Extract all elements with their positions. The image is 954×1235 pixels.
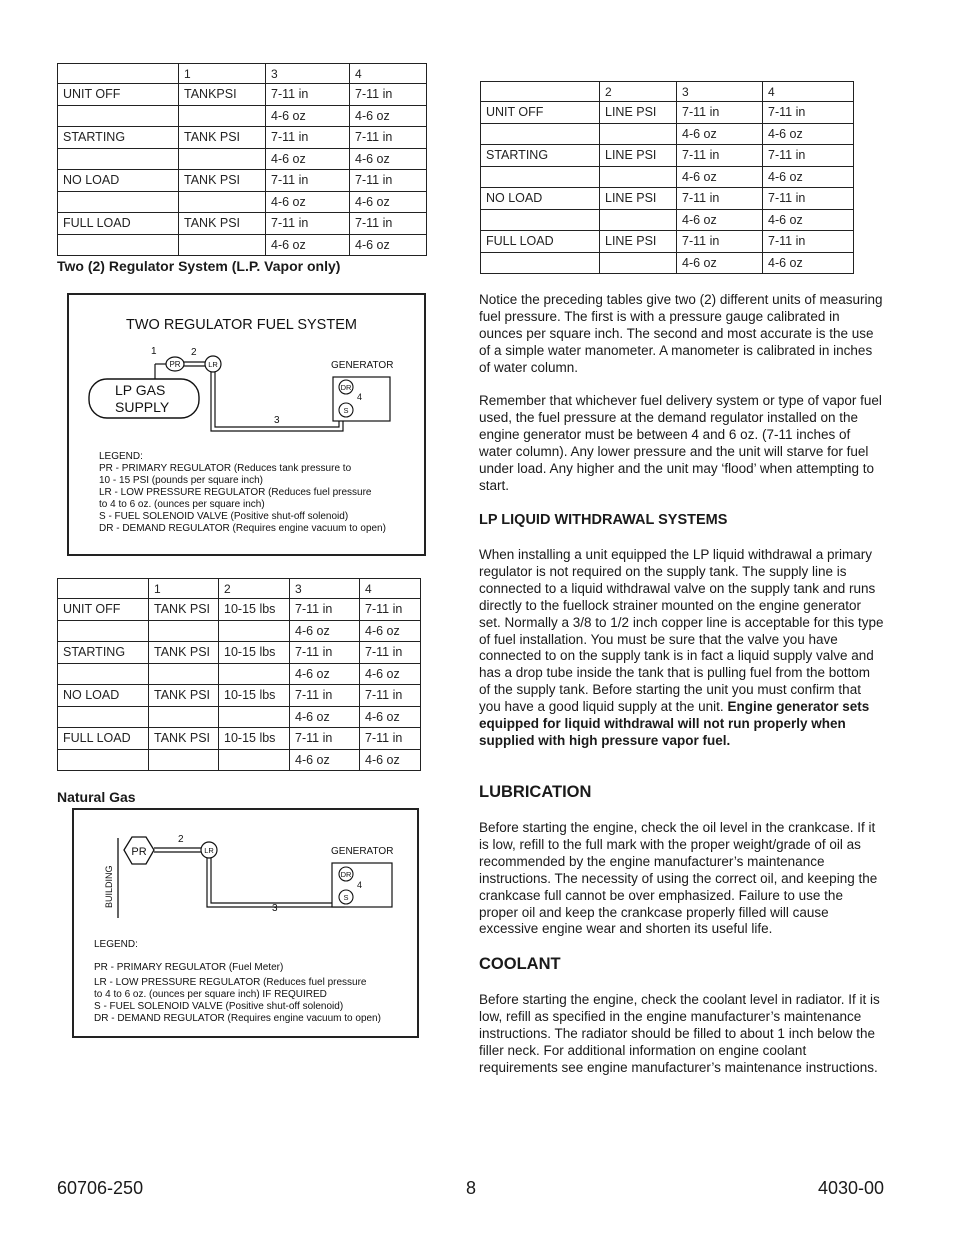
table-cell: 7-11 in	[350, 170, 427, 192]
s-label: S	[343, 406, 349, 415]
legend-line: DR - DEMAND REGULATOR (Requires engine vacuum to open)	[99, 523, 386, 534]
table-row	[58, 170, 427, 192]
table-row	[58, 105, 427, 127]
liquid-withdrawal-text: When installing a unit equipped the LP liquid withdrawal a primary regulator is not required on the supply tank. The supply line is connected to a liquid withdrawal valve on the supply tank and runs directly to the fuellock strainer mounted on the engine generator set. Normally a 3/8 to 1/2 inch copper line is acceptable for this type of fuel installation. You must be sure that the valve you have connected to on the supply tank is in fact a liquid supply valve and has a drop tube inside the tank that is pulling fuel from the bottom of the supply tank. Before starting the unit you must confirm that you have a good liquid supply at the unit.	[479, 547, 884, 715]
table-cell: 10-15 lbs	[219, 685, 290, 707]
table-cell: 7-11 in	[763, 231, 854, 253]
table-cell: 7-11 in	[290, 728, 360, 750]
table-cell	[58, 64, 179, 84]
table-cell: 4-6 oz	[290, 620, 360, 642]
table-cell: LINE PSI	[600, 145, 677, 167]
table-row	[481, 209, 854, 231]
table-cell: TANK PSI	[149, 599, 219, 621]
pressure-table-two-regulator	[57, 63, 427, 256]
table-cell: 7-11 in	[677, 188, 763, 210]
table-row	[58, 663, 421, 685]
table-row	[58, 599, 421, 621]
table-cell	[481, 166, 600, 188]
table-row	[481, 231, 854, 253]
table-cell: 4-6 oz	[360, 663, 421, 685]
table-row	[58, 620, 421, 642]
table-row	[58, 84, 427, 106]
paragraph-coolant: Before starting the engine, check the coolant level in radiator. If it is low, refill as specified in the engine manufacturer’s maintenance instructions. The radiator should be filled to about 1 inch below the filler neck. For additional information on engine coolant requirements see engine manufacturer’s maintenance instructions.	[479, 992, 880, 1075]
table-cell	[58, 148, 179, 170]
label-2: 2	[178, 834, 184, 845]
table-cell: 4-6 oz	[266, 148, 350, 170]
table-cell: 7-11 in	[763, 102, 854, 124]
table-cell: 7-11 in	[290, 642, 360, 664]
table-cell: 2	[219, 579, 290, 599]
legend-line: LR - LOW PRESSURE REGULATOR (Reduces fuel pressure	[94, 977, 367, 988]
caption-natural-gas: Natural Gas	[57, 789, 136, 805]
table-cell: STARTING	[58, 642, 149, 664]
table-cell: 3	[677, 82, 763, 102]
table-cell: 4-6 oz	[350, 191, 427, 213]
table-cell: TANK PSI	[149, 685, 219, 707]
table-row	[58, 213, 427, 235]
table-row	[481, 166, 854, 188]
table-cell: TANK PSI	[179, 213, 266, 235]
legend-line: S - FUEL SOLENOID VALVE (Positive shut-off solenoid)	[99, 511, 349, 522]
heading-lp-liquid-withdrawal: LP LIQUID WITHDRAWAL SYSTEMS	[479, 512, 728, 528]
table-cell	[58, 749, 149, 771]
table-row	[58, 234, 427, 256]
table-cell	[179, 234, 266, 256]
table-row	[481, 102, 854, 124]
table-cell: 3	[266, 64, 350, 84]
table-cell: 7-11 in	[266, 170, 350, 192]
table-cell: LINE PSI	[600, 231, 677, 253]
table-row	[58, 127, 427, 149]
table-cell: UNIT OFF	[58, 84, 179, 106]
pr-label: PR	[169, 360, 181, 369]
lr-label: LR	[208, 360, 218, 369]
table-cell: 4-6 oz	[677, 166, 763, 188]
table-cell: 4-6 oz	[677, 209, 763, 231]
liquid-withdrawal-warning: Engine generator sets equipped for liquid withdrawal will not run properly when supplied with high pressure vapor fuel.	[479, 699, 870, 748]
table-cell	[58, 579, 149, 599]
table-cell	[481, 209, 600, 231]
table-cell	[481, 123, 600, 145]
table-cell	[600, 166, 677, 188]
lr-label: LR	[204, 846, 214, 855]
table-row	[481, 252, 854, 274]
paragraph-liquid-withdrawal	[479, 547, 884, 750]
table-cell: LINE PSI	[600, 188, 677, 210]
label-4: 4	[357, 880, 363, 890]
label-3: 3	[274, 415, 280, 426]
table-cell: 7-11 in	[677, 231, 763, 253]
table-cell: 4-6 oz	[266, 234, 350, 256]
table-row	[481, 123, 854, 145]
table-cell: 7-11 in	[266, 84, 350, 106]
table-cell: 7-11 in	[677, 102, 763, 124]
table-cell: 7-11 in	[360, 728, 421, 750]
table-cell: 7-11 in	[360, 599, 421, 621]
table-row	[58, 685, 421, 707]
table-cell: 3	[290, 579, 360, 599]
legend-line: LR - LOW PRESSURE REGULATOR (Reduces fuel pressure	[99, 487, 372, 498]
table-cell: TANK PSI	[149, 642, 219, 664]
table-cell: 4-6 oz	[350, 234, 427, 256]
table-cell: 4-6 oz	[266, 191, 350, 213]
legend-line: DR - DEMAND REGULATOR (Requires engine vacuum to open)	[94, 1013, 381, 1024]
table-cell	[149, 749, 219, 771]
pr-label: PR	[131, 846, 147, 858]
table-cell: 7-11 in	[290, 685, 360, 707]
pressure-table-lp-vapor	[57, 578, 421, 771]
table-row	[58, 642, 421, 664]
label-1: 1	[151, 346, 157, 357]
table-cell: 4	[350, 64, 427, 84]
table-cell	[219, 620, 290, 642]
label-4: 4	[357, 392, 363, 402]
table-cell: 4-6 oz	[763, 123, 854, 145]
table-cell	[600, 209, 677, 231]
table-cell: 4-6 oz	[677, 123, 763, 145]
table-cell: 4-6 oz	[290, 749, 360, 771]
table-cell	[600, 252, 677, 274]
table-cell: 7-11 in	[763, 188, 854, 210]
table-cell: 7-11 in	[360, 642, 421, 664]
table-cell: 4-6 oz	[360, 706, 421, 728]
table-cell: FULL LOAD	[481, 231, 600, 253]
legend-title: LEGEND:	[94, 939, 138, 950]
table-cell	[179, 191, 266, 213]
table-cell: 7-11 in	[763, 145, 854, 167]
table-cell: 4-6 oz	[763, 166, 854, 188]
table-cell: TANK PSI	[179, 127, 266, 149]
table-cell: 4-6 oz	[266, 105, 350, 127]
table-cell: 7-11 in	[360, 685, 421, 707]
table-cell: 2	[600, 82, 677, 102]
table-cell	[481, 252, 600, 274]
table-cell	[58, 234, 179, 256]
table-cell: 10-15 lbs	[219, 599, 290, 621]
generator-label: GENERATOR	[331, 846, 394, 857]
table-cell	[179, 148, 266, 170]
table-cell: 4-6 oz	[350, 105, 427, 127]
table-cell: LINE PSI	[600, 102, 677, 124]
table-cell: FULL LOAD	[58, 213, 179, 235]
legend-line: PR - PRIMARY REGULATOR (Fuel Meter)	[94, 962, 284, 973]
table-cell: 1	[179, 64, 266, 84]
table-cell	[149, 706, 219, 728]
table-cell	[481, 82, 600, 102]
table-cell	[58, 620, 149, 642]
table-cell: 7-11 in	[290, 599, 360, 621]
table-row	[481, 188, 854, 210]
pipe-lr-to-gen-b	[211, 857, 340, 903]
table-cell	[58, 706, 149, 728]
legend-line: to 4 to 6 oz. (ounces per square inch) IF REQUIRED	[94, 989, 327, 1000]
table-cell: 4-6 oz	[763, 209, 854, 231]
table-cell: 7-11 in	[350, 84, 427, 106]
table-cell: 10-15 lbs	[219, 642, 290, 664]
table-row	[58, 148, 427, 170]
table-cell: FULL LOAD	[58, 728, 149, 750]
two-regulator-diagram-svg	[69, 295, 424, 554]
table-cell	[149, 620, 219, 642]
legend-line: PR - PRIMARY REGULATOR (Reduces tank pressure to	[99, 463, 352, 474]
table-header-row	[58, 579, 421, 599]
table-cell: 4-6 oz	[360, 620, 421, 642]
paragraph-lubrication: Before starting the engine, check the oil level in the crankcase. If it is low, refill to the full mark with the proper weight/grade of oil as recommended by the engine manufacturer’s maintenance instructions. The necessity of using the correct oil, and keeping the crankcase full cannot be over emphasized. Failure to use the proper oil and keep the crankcase properly filled will cause excessive engine wear and shorten its useful life.	[479, 820, 878, 937]
table-cell	[600, 123, 677, 145]
table-cell: 7-11 in	[266, 213, 350, 235]
table-cell: 10-15 lbs	[219, 728, 290, 750]
diagram-title: TWO REGULATOR FUEL SYSTEM	[126, 317, 357, 333]
table-row	[58, 728, 421, 750]
legend-line: 10 - 15 PSI (pounds per square inch)	[99, 475, 263, 486]
tank-label-line2: SUPPLY	[115, 399, 170, 415]
tank-label-line1: LP GAS	[115, 382, 166, 398]
legend-line: LEGEND:	[99, 451, 143, 462]
pipe-lr-to-gen-a	[207, 857, 344, 907]
table-header-row	[58, 64, 427, 84]
table-cell: 7-11 in	[677, 145, 763, 167]
footer-revision: 4030-00	[818, 1178, 885, 1198]
pressure-table-natural-gas	[480, 81, 854, 274]
table-cell	[58, 191, 179, 213]
table-header-row	[481, 82, 854, 102]
table-cell: NO LOAD	[481, 188, 600, 210]
table-row	[58, 191, 427, 213]
legend-line: S - FUEL SOLENOID VALVE (Positive shut-off solenoid)	[94, 1001, 344, 1012]
table-cell: 1	[149, 579, 219, 599]
dr-label: DR	[340, 383, 352, 392]
table-cell: 7-11 in	[350, 213, 427, 235]
table-cell	[58, 663, 149, 685]
table-cell	[219, 749, 290, 771]
building-label: BUILDING	[104, 865, 114, 908]
footer-doc-number: 60706-250	[57, 1178, 144, 1198]
two-regulator-diagram	[67, 293, 426, 556]
table-cell: 4	[763, 82, 854, 102]
table-cell: TANKPSI	[179, 84, 266, 106]
caption-two-regulator: Two (2) Regulator System (L.P. Vapor only)	[57, 258, 341, 274]
table-cell: 4	[360, 579, 421, 599]
table-cell: 7-11 in	[266, 127, 350, 149]
heading-coolant: COOLANT	[479, 955, 561, 973]
table-row	[58, 749, 421, 771]
table-cell: NO LOAD	[58, 685, 149, 707]
table-cell: NO LOAD	[58, 170, 179, 192]
natural-gas-diagram	[72, 808, 419, 1038]
table-cell: UNIT OFF	[58, 599, 149, 621]
generator-label: GENERATOR	[331, 360, 394, 371]
table-cell	[149, 663, 219, 685]
table-cell: STARTING	[481, 145, 600, 167]
dr-label: DR	[340, 870, 352, 879]
table-cell: 4-6 oz	[290, 663, 360, 685]
table-cell: TANK PSI	[179, 170, 266, 192]
table-row	[481, 145, 854, 167]
table-cell: 4-6 oz	[360, 749, 421, 771]
footer-page-number: 8	[466, 1178, 477, 1198]
paragraph-fuel-pressure-units: Notice the preceding tables give two (2) different units of measuring fuel pressure. The first is with a pressure gauge calibrated in ounces per square inch. The second and most accurate is the use of a simple water manometer. A manometer is calibrated in inches of water column.	[479, 292, 883, 375]
table-cell	[58, 105, 179, 127]
natural-gas-diagram-svg	[74, 810, 417, 1036]
label-3: 3	[272, 903, 278, 914]
table-cell	[179, 105, 266, 127]
table-cell: 4-6 oz	[290, 706, 360, 728]
table-cell: 4-6 oz	[350, 148, 427, 170]
s-label: S	[343, 893, 349, 902]
table-cell	[219, 706, 290, 728]
table-cell: 7-11 in	[350, 127, 427, 149]
table-cell: STARTING	[58, 127, 179, 149]
label-2: 2	[191, 347, 197, 358]
table-cell: 4-6 oz	[677, 252, 763, 274]
table-cell: UNIT OFF	[481, 102, 600, 124]
paragraph-demand-regulator: Remember that whichever fuel delivery system or type of vapor fuel used, the fuel pressure at the demand regulator installed on the engine generator must be between 4 and 6 oz. (7-11 inches of water column). Any lower pressure and the unit will starve for fuel under load. Any higher and the unit may ‘flood’ when attempting to start.	[479, 393, 882, 493]
table-cell: 4-6 oz	[763, 252, 854, 274]
table-row	[58, 706, 421, 728]
heading-lubrication: LUBRICATION	[479, 783, 592, 801]
legend-line: to 4 to 6 oz. (ounces per square inch)	[99, 499, 265, 510]
table-cell: TANK PSI	[149, 728, 219, 750]
table-cell	[219, 663, 290, 685]
